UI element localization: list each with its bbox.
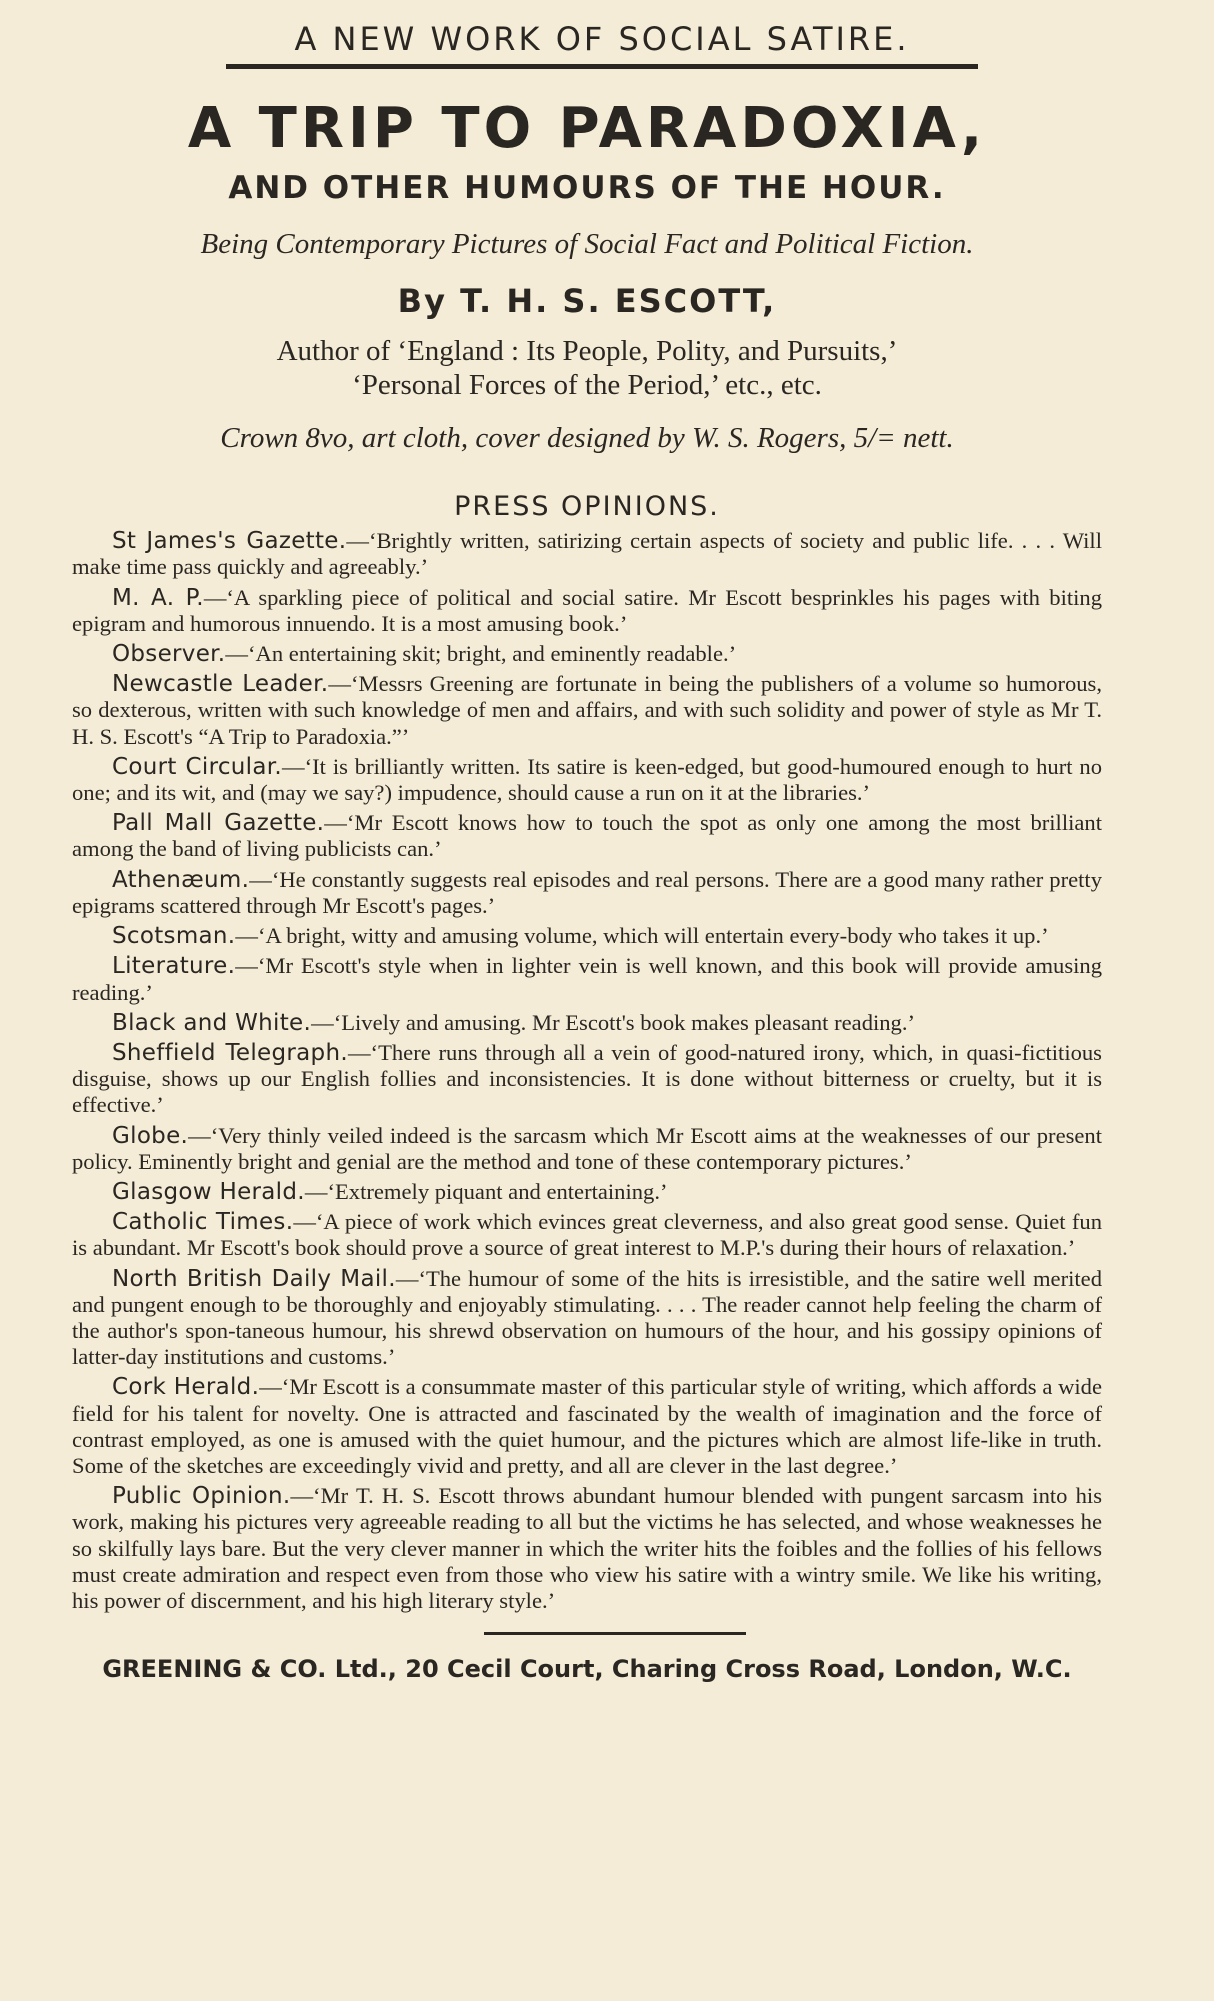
review-source: Sheffield Telegraph. [112,1039,348,1066]
review-source: Scotsman. [112,923,236,950]
review-quote: —‘Brightly written, satirizing certain aspects of society and public life. . . . Will make time pass quickly and agreeably.’ [72,528,1102,580]
review-item [72,867,1102,919]
press-opinions-heading: PRESS OPINIONS. [454,491,720,523]
review-item [72,1483,1102,1614]
review-item [72,1040,1102,1119]
review-quote: —‘Mr Escott knows how to touch the spot as only one among the most brilliant among the band of living publicists can.’ [72,810,1102,862]
review-item [72,923,1102,949]
review-source: Globe. [112,1122,189,1149]
review-item [72,1266,1102,1371]
review-quote: —‘Messrs Greening are fortunate in being the publishers of a volume so humorous, so dexterous, written with such knowledge of men and affairs, and with such solidity and power of style as Mr T. H. S. Escott's “A Trip to Paradoxia.”’ [72,671,1102,749]
review-quote: —‘Lively and amusing. Mr Escott's book makes pleasant reading.’ [311,1009,916,1035]
review-source: Newcastle Leader. [112,671,329,698]
review-source: Court Circular. [112,753,283,780]
author-credit-line: Author of ‘England : Its People, Polity, and Pursuits,’ [276,335,898,367]
review-item [72,1179,1102,1205]
review-quote: —‘A bright, witty and amusing volume, which will entertain every-body who takes it up.’ [235,923,1049,949]
review-item [72,1374,1102,1479]
review-item [72,1123,1102,1175]
review-source: Black and White. [112,1009,312,1036]
review-item [72,528,1102,580]
heading-rule [226,64,978,69]
review-quote: —‘Extremely piquant and entertaining.’ [304,1178,668,1204]
review-source: North British Daily Mail. [112,1265,396,1292]
review-source: Catholic Times. [112,1209,294,1236]
author-credits [72,335,1102,402]
review-item [72,754,1102,806]
review-item [72,810,1102,862]
edition-details: Crown 8vo, art cloth, cover designed by W. S. Rogers, 5/= nett. [220,422,954,455]
review-source: Literature. [112,953,236,980]
footer-rule [484,1632,746,1635]
review-quote: —‘An entertaining skit; bright, and eminently readable.’ [225,641,737,667]
review-quote: —‘Mr T. H. S. Escott throws abundant humour blended with pungent sarcasm into his work, making his pictures very agreeable reading to all but the victims he has selected, and whose weaknesses he so skilfully lays bare. But the very clever manner in which the writer hits the foibles and the follies of his fellows must create admiration and respect even from those who view his satire with a wintry smile. We like his writing, his power of discernment, and his high literary style.’ [72,1483,1103,1613]
publisher-address: GREENING & CO. Ltd., 20 Cecil Court, Charing Cross Road, London, W.C. [102,1655,1072,1684]
review-source: Athenæum. [112,866,250,893]
review-quote: —‘Mr Escott's style when in lighter vein is well known, and this book will provide amusing reading.’ [72,953,1102,1005]
review-source: Glasgow Herald. [112,1178,305,1205]
review-item [72,585,1102,637]
review-quote: —‘He constantly suggests real episodes and real persons. There are a good many rather pretty epigrams scattered through Mr Escott's pages.’ [72,866,1102,918]
review-item [72,641,1102,667]
review-quote: —‘Very thinly veiled indeed is the sarcasm which Mr Escott aims at the weaknesses of our present policy. Eminently bright and genial are the method and tone of these contemporary pictures.’ [72,1122,1102,1174]
author-byline: By T. H. S. ESCOTT, [397,282,777,320]
series-heading: A NEW WORK OF SOCIAL SATIRE. [294,20,910,58]
review-source: Pall Mall Gazette. [112,810,325,837]
review-item [72,671,1102,750]
review-source: Public Opinion. [112,1483,291,1510]
review-quote: —‘The humour of some of the hits is irresistible, and the satire well merited and pungent enough to be thoroughly and enjoyably stimulating. . . . The reader cannot help feeling the charm of the author's spon-taneous humour, his shrewd observation on humours of the hour, and his gossipy opinions of latter-day institutions and customs.’ [72,1265,1102,1370]
review-item [72,1010,1102,1036]
book-tagline: Being Contemporary Pictures of Social Fact and Political Fiction. [200,228,974,260]
review-source: St James's Gazette. [112,528,347,555]
review-source: Cork Herald. [112,1374,260,1401]
press-opinions-list [72,528,1102,1614]
review-quote: —‘A sparkling piece of political and social satire. Mr Escott besprinkles his pages with biting epigram and humorous innuendo. It is a most amusing book.’ [72,584,1102,636]
review-source: M. A. P. [112,584,204,611]
review-quote: —‘Mr Escott is a consummate master of this particular style of writing, which affords a wide field for his talent for novelty. One is attracted and fascinated by the wealth of imagination and the force of contrast employed, as one is amused with the quiet humour, and the pictures which are almost life-like in truth. Some of the sketches are exceedingly vivid and pretty, and all are clever in the last degree.’ [72,1374,1102,1478]
review-source: Observer. [112,641,226,668]
review-item [72,1209,1102,1261]
review-item [72,953,1102,1005]
review-quote: —‘A piece of work which evinces great cleverness, and also great good sense. Quiet fun is abundant. Mr Escott's book should prove a source of great interest to M.P.'s during their hours of relaxation.’ [72,1209,1102,1261]
review-quote: —‘It is brilliantly written. Its satire is keen-edged, but good-humoured enough to hurt no one; and its wit, and (may we say?) impudence, should cause a run on it at the libraries.’ [72,753,1102,806]
book-subtitle: AND OTHER HUMOURS OF THE HOUR. [228,170,946,206]
author-credit-line: ‘Personal Forces of the Period,’ etc., etc. [352,368,822,401]
review-quote: —‘There runs through all a vein of good-natured irony, which, in quasi-fictitious disguise, shows up our English follies and inconsistencies. It is done without bitterness or cruelty, but it is effective.’ [72,1039,1102,1118]
book-title: A TRIP TO PARADOXIA, [187,96,987,161]
